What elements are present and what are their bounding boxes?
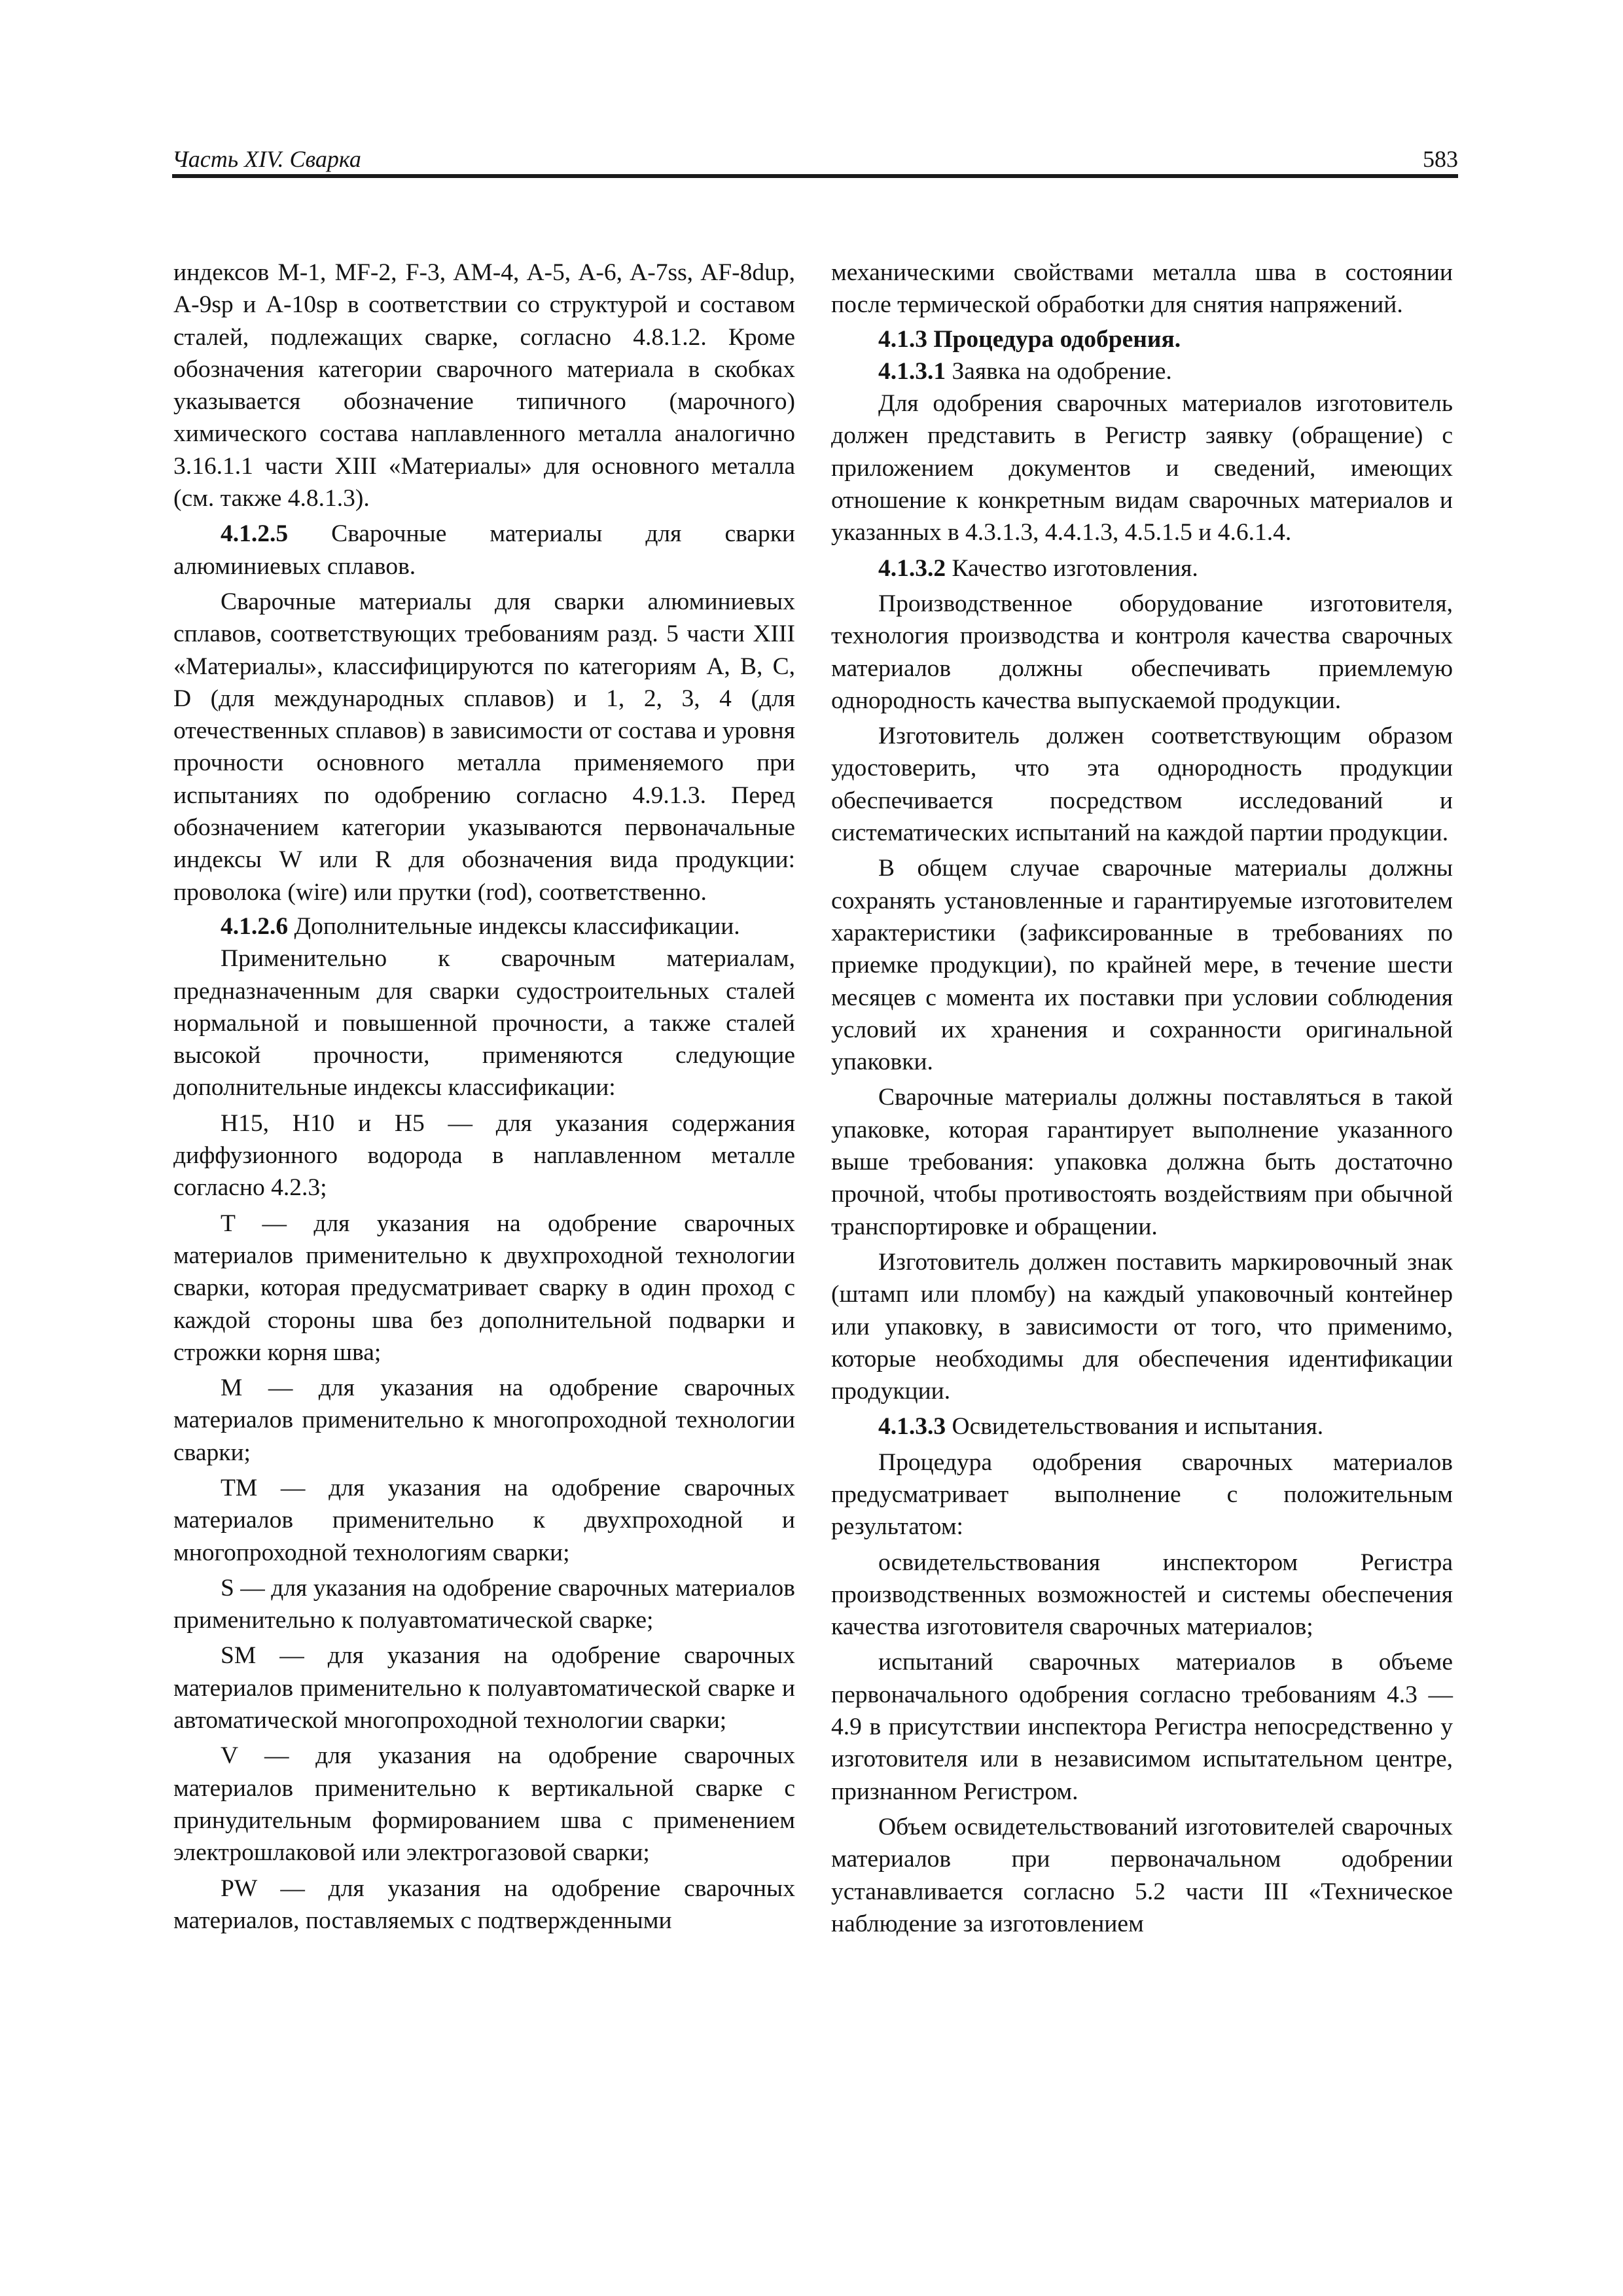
paragraph-approval-procedure: Процедура одобрения сварочных материалов предусматривает выполнение с положительным результатом: <box>831 1448 1453 1541</box>
paragraph-survey-scope: Объем освидетельствований изготовителей сварочных материалов при первоначальном одобрении устанавливается согласно 5.2 части III «Техническое наблюдение за изготовлением <box>831 1813 1453 1937</box>
paragraph-shelf-life: В общем случае сварочные материалы должны сохранять установленные и гарантируемые изготовителем характеристики (зафиксированные в требованиях по приемке продукции), по крайней мере, в течение шести месяцев с момента их поставки при условии соблюдения условий их хранения и сохранности оригинальной упаковки. <box>831 855 1453 1076</box>
paragraph-marking: Изготовитель должен поставить маркировочный знак (штамп или пломбу) на каждый упаковочный контейнер или упаковку, в зависимости от того, что применимо, которые необходимы для обеспечения идентификации продукции. <box>831 1248 1453 1405</box>
section-4-1-2-6-heading <box>173 910 795 942</box>
paragraph-additional-indices: Применительно к сварочным материалам, предназначенным для сварки судостроительных сталей нормальной и повышенной прочности, а также сталей высокой прочности, применяются следующие дополнительные индексы классификации: <box>173 945 795 1102</box>
section-title: Дополнительные индексы классификации. <box>288 912 740 940</box>
section-number: 4.1.2.5 <box>221 520 289 548</box>
section-4-1-3-heading: 4.1.3 Процедура одобрения. <box>878 325 1181 353</box>
section-title: Сварочные материалы для сварки алюминиевых сплавов. <box>173 520 795 580</box>
section-4-1-2-5-heading <box>173 518 795 583</box>
paragraph-application: Для одобрения сварочных материалов изготовитель должен представить в Регистр заявку (обращение) с приложением документов и сведений, имеющих отношение к конкретным видам сварочных материалов и указанных в 4.3.1.3, 4.4.1.3, 4.5.1.5 и 4.6.1.4. <box>831 390 1453 547</box>
paragraph-packaging: Сварочные материалы должны поставляться в такой упаковке, которая гарантирует выполнение указанного выше требования: упаковка должна быть достаточно прочной, чтобы противостоять воздействиям при обычной транспортировке и обращении. <box>831 1084 1453 1240</box>
section-4-1-3-2-heading <box>831 552 1453 584</box>
section-title: Освидетельствования и испытания. <box>946 1413 1324 1441</box>
list-item-pw-index: PW — для указания на одобрение сварочных материалов, поставляемых с подтвержденными <box>173 1874 795 1934</box>
paragraph-production-equipment: Производственное оборудование изготовителя, технология производства и контроля качества сварочных материалов должны обеспечивать приемлемую однородность качества выпускаемой продукции. <box>831 590 1453 714</box>
paragraph-continuation: механическими свойствами металла шва в состоянии после термической обработки для снятия напряжений. <box>831 259 1453 319</box>
header-rule <box>172 174 1458 178</box>
list-item-v-index: V — для указания на одобрение сварочных материалов применительно к вертикальной сварке с принудительным формированием шва с применением электрошлаковой или электрогазовой сварки; <box>173 1742 795 1867</box>
section-number: 4.1.2.6 <box>221 912 289 940</box>
running-title: Часть XIV. Сварка <box>172 146 361 172</box>
list-item-s-index: S — для указания на одобрение сварочных материалов применительно к полуавтоматической сварке; <box>173 1574 795 1634</box>
section-title: Качество изготовления. <box>946 554 1198 582</box>
section-number: 4.1.3.3 <box>878 1413 946 1441</box>
paragraph-uniformity: Изготовитель должен соответствующим образом удостоверить, что эта однородность продукции обеспечивается посредством исследований и систематических испытаний на каждой партии продукции. <box>831 723 1453 847</box>
list-item-m-index: M — для указания на одобрение сварочных материалов применительно к многопроходной технологии сварки; <box>173 1374 795 1466</box>
list-item-tests: испытаний сварочных материалов в объеме первоначального одобрения согласно требованиям 4.3 — 4.9 в присутствии инспектора Регистра непосредственно у изготовителя или в независимом испытательном центре, признанном Регистром. <box>831 1649 1453 1805</box>
left-column <box>173 257 795 1937</box>
section-4-1-3-3-heading <box>831 1410 1453 1443</box>
section-number: 4.1.3.1 <box>878 357 946 385</box>
section-4-1-3-1-heading <box>831 355 1453 387</box>
paragraph-suffix-indices: индексов M-1, MF-2, F-3, AM-4, A-5, A-6, A-7ss, AF-8dup, A-9sp и A-10sp в соответствии со структурой и составом сталей, подлежащих сварке, согласно 4.8.1.2. Кроме обозначения категории сварочного материала в скобках указывается обозначение типичного (марочного) химического состава наплавленного металла аналогично 3.16.1.1 части XIII «Материалы» для основного металла (см. также 4.8.1.3). <box>173 259 795 512</box>
right-column <box>831 257 1453 1940</box>
page-number: 583 <box>1423 146 1458 172</box>
list-item-sm-index: SM — для указания на одобрение сварочных материалов применительно к полуавтоматической сварке и автоматической многопроходной технологии сварки; <box>173 1642 795 1734</box>
section-number: 4.1.3.2 <box>878 554 946 582</box>
section-title: Заявка на одобрение. <box>946 357 1172 385</box>
list-item-survey: освидетельствования инспектором Регистра производственных возможностей и системы обеспечения качества изготовителя сварочных материалов; <box>831 1549 1453 1641</box>
page-header <box>172 143 1458 175</box>
list-item-tm-index: TM — для указания на одобрение сварочных материалов применительно к двухпроходной и многопроходной технологиям сварки; <box>173 1474 795 1566</box>
list-item-t-index: T — для указания на одобрение сварочных материалов применительно к двухпроходной технологии сварки, которая предусматривает сварку в один проход с каждой стороны шва без дополнительной подварки и строжки корня шва; <box>173 1210 795 1366</box>
list-item-h-index: H15, H10 и H5 — для указания содержания диффузионного водорода в наплавленном металле согласно 4.2.3; <box>173 1109 795 1202</box>
paragraph-aluminium-categories: Сварочные материалы для сварки алюминиевых сплавов, соответствующих требованиям разд. 5 части XIII «Материалы», классифицируются по категориям A, B, C, D (для международных сплавов) и 1, 2, 3, 4 (для отечественных сплавов) в зависимости от состава и уровня прочности основного металла применяемого при испытаниях по одобрению согласно 4.9.1.3. Перед обозначением категории указываются первоначальные индексы W или R для обозначения вида продукции: проволока (wire) или прутки (rod), соответственно. <box>173 588 795 906</box>
